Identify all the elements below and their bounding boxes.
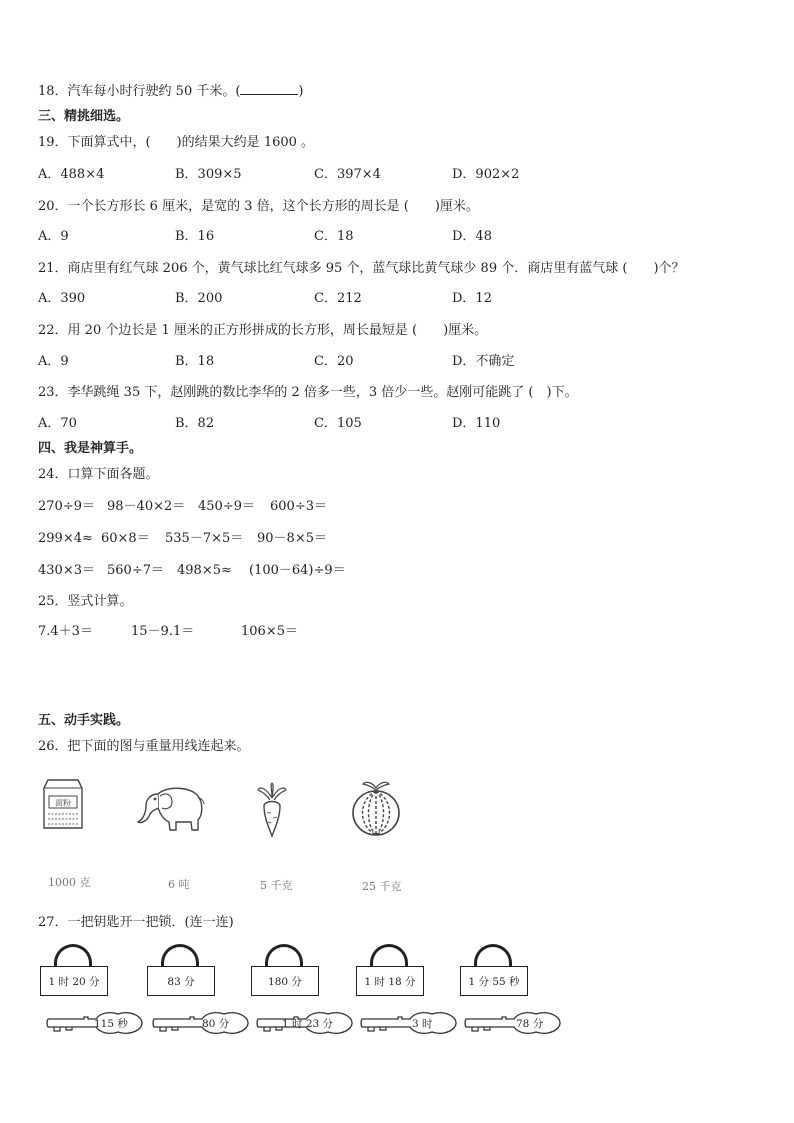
lock-label: 1 时 20 分 — [40, 966, 108, 996]
lock-label: 83 分 — [147, 966, 215, 996]
key-icon — [360, 1010, 458, 1036]
calc-item: 270÷9＝ — [38, 499, 95, 514]
question-21: 21．商店里有红气球 206 个，黄气球比红气球多 95 个，蓝气球比黄气球少 89 个．商店里有蓝气球 ( )个？ — [38, 261, 685, 276]
q19-option-a[interactable]: A．488×4 — [38, 167, 105, 182]
q21-option-d[interactable]: D．12 — [452, 291, 492, 306]
q21-option-a[interactable]: A．390 — [38, 291, 86, 306]
calc-item: 60×8＝ — [101, 531, 150, 546]
key-1[interactable] — [46, 1010, 144, 1036]
q22-option-a[interactable]: A．9 — [38, 354, 69, 369]
lock-1[interactable] — [40, 944, 108, 1000]
elephant-icon[interactable] — [136, 780, 208, 834]
key-3[interactable] — [256, 1010, 354, 1036]
q22-option-c[interactable]: C．20 — [314, 354, 354, 369]
weight-label[interactable]: 25 千克 — [362, 880, 402, 893]
key-label: 3 时 — [412, 1018, 433, 1030]
q23-option-c[interactable]: C．105 — [314, 416, 362, 431]
q23-option-b[interactable]: B．82 — [175, 416, 215, 431]
key-5[interactable] — [464, 1010, 562, 1036]
calc-item: 299×4≈ — [38, 531, 93, 546]
q19-option-b[interactable]: B．309×5 — [175, 167, 242, 182]
q20-option-b[interactable]: B．16 — [175, 229, 215, 244]
question-23: 23．李华跳绳 35 下，赵刚跳的数比李华的 2 倍多一些，3 倍少一些。赵刚可能跳了 ( )下。 — [38, 385, 578, 400]
question-26: 26．把下面的图与重量用线连起来。 — [38, 739, 250, 754]
question-25: 25．竖式计算。 — [38, 594, 133, 609]
section-3-heading: 三、精挑细选。 — [38, 109, 130, 124]
question-24: 24．口算下面各题。 — [38, 467, 159, 482]
q20-option-d[interactable]: D．48 — [452, 229, 492, 244]
q22-option-d[interactable]: D．不确定 — [452, 354, 515, 369]
vertical-calc-item: 15－9.1＝ — [131, 624, 195, 639]
q19-option-d[interactable]: D．902×2 — [452, 167, 520, 182]
question-20: 20．一个长方形长 6 厘米，是宽的 3 倍，这个长方形的周长是 ( )厘米。 — [38, 199, 479, 214]
calc-item: 98－40×2＝ — [107, 499, 186, 514]
q19-option-c[interactable]: C．397×4 — [314, 167, 381, 182]
answer-blank[interactable] — [240, 82, 298, 95]
calc-item: 450÷9＝ — [198, 499, 255, 514]
flour-bag-icon[interactable] — [38, 778, 88, 832]
lock-5[interactable] — [460, 944, 528, 1000]
calc-item: 600÷3＝ — [270, 499, 327, 514]
q22-option-b[interactable]: B．18 — [175, 354, 215, 369]
section-5-heading: 五、动手实践。 — [38, 713, 130, 728]
vertical-calc-item: 7.4＋3＝ — [38, 624, 93, 639]
lock-3[interactable] — [251, 944, 319, 1000]
flour-bag-text: 面粉 — [55, 798, 71, 808]
q21-option-c[interactable]: C．212 — [314, 291, 362, 306]
calc-item: (100－64)÷9＝ — [249, 563, 346, 578]
watermelon-icon[interactable] — [350, 778, 402, 838]
calc-item: 535－7×5＝ — [165, 531, 244, 546]
question-19: 19．下面算式中，( )的结果大约是 1600 。 — [38, 135, 315, 150]
weight-label[interactable]: 5 千克 — [260, 879, 293, 892]
lock-2[interactable] — [147, 944, 215, 1000]
key-label: 78 分 — [516, 1018, 544, 1030]
radish-icon[interactable] — [252, 782, 292, 838]
key-icon — [152, 1010, 250, 1036]
section-4-heading: 四、我是神算手。 — [38, 441, 143, 456]
question-27: 27．一把钥匙开一把锁．(连一连) — [38, 915, 234, 930]
key-label: 115 秒 — [94, 1018, 128, 1030]
key-label: 80 分 — [202, 1018, 230, 1030]
q20-option-c[interactable]: C．18 — [314, 229, 354, 244]
weight-label[interactable]: 6 吨 — [168, 878, 190, 891]
calc-item: 498×5≈ — [177, 563, 232, 578]
lock-label: 1 分 55 秒 — [460, 966, 528, 996]
q21-option-b[interactable]: B．200 — [175, 291, 223, 306]
q20-option-a[interactable]: A．9 — [38, 229, 69, 244]
key-label: 1 时 23 分 — [282, 1018, 334, 1030]
question-22: 22．用 20 个边长是 1 厘米的正方形拼成的长方形，周长最短是 ( )厘米。 — [38, 323, 488, 338]
lock-label: 1 时 18 分 — [356, 966, 424, 996]
calc-item: 430×3＝ — [38, 563, 95, 578]
question-18: 18．汽车每小时行驶约 50 千米。( ) — [38, 84, 304, 99]
q23-option-d[interactable]: D．110 — [452, 416, 501, 431]
lock-label: 180 分 — [251, 966, 319, 996]
calc-item: 560÷7＝ — [107, 563, 164, 578]
key-2[interactable] — [152, 1010, 250, 1036]
vertical-calc-item: 106×5＝ — [241, 624, 298, 639]
q23-option-a[interactable]: A．70 — [38, 416, 77, 431]
key-4[interactable] — [360, 1010, 458, 1036]
calc-item: 90－8×5＝ — [257, 531, 327, 546]
key-icon — [464, 1010, 562, 1036]
lock-4[interactable] — [356, 944, 424, 1000]
weight-label[interactable]: 1000 克 — [48, 876, 91, 889]
